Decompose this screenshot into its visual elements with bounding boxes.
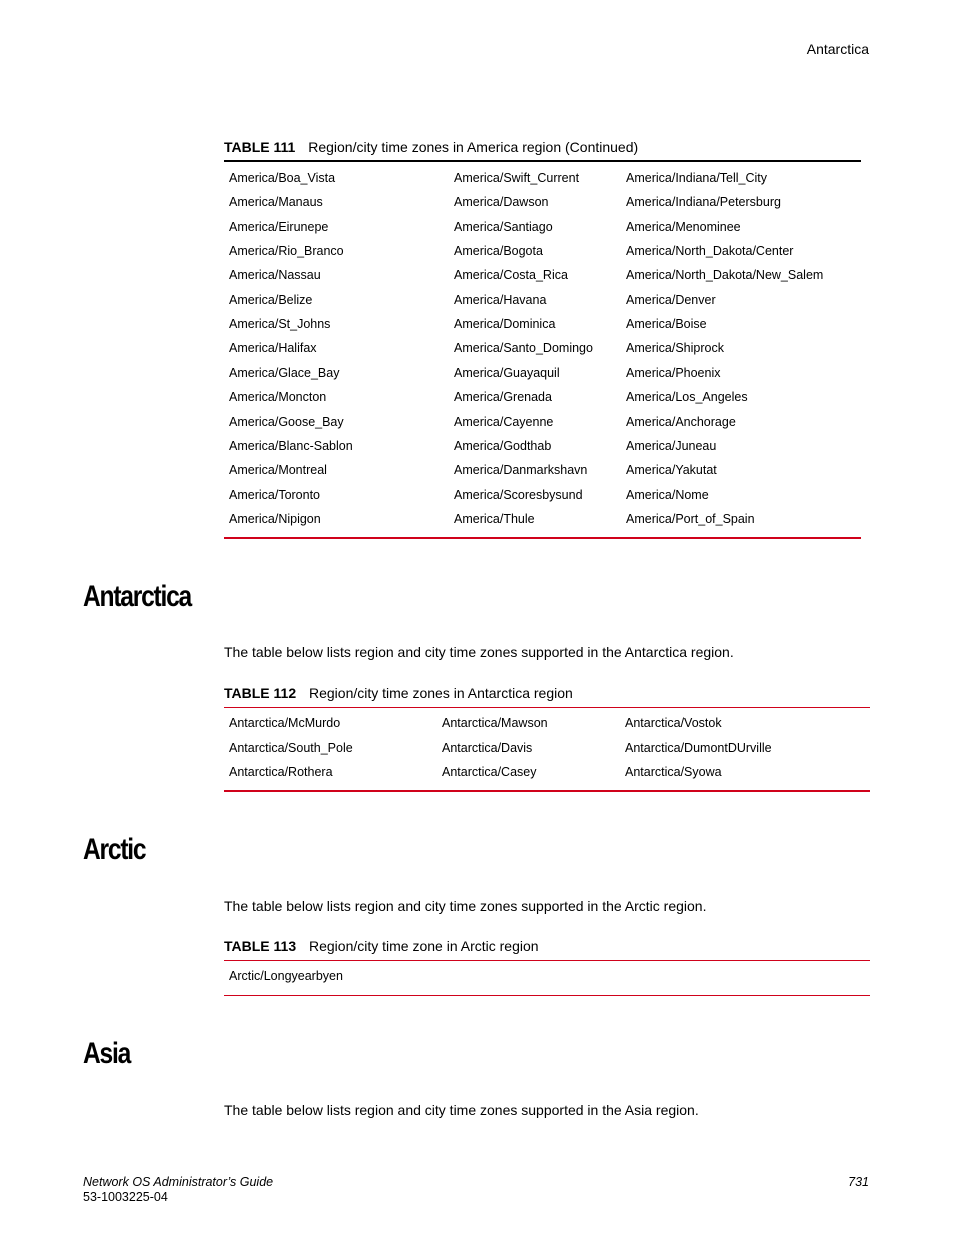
table-cell: America/Godthab bbox=[454, 438, 552, 453]
table-cell: America/Santiago bbox=[454, 219, 553, 234]
table-cell: America/Toronto bbox=[229, 487, 321, 502]
table-cell: America/Anchorage bbox=[626, 414, 736, 429]
table-cell: America/Indiana/Petersburg bbox=[626, 195, 781, 210]
footer-doc-id: 53-1003225-04 bbox=[83, 1190, 168, 1204]
table-cell: America/Boa_Vista bbox=[229, 171, 336, 185]
table-cell: America/Menominee bbox=[626, 219, 741, 234]
table-top-rule bbox=[224, 707, 870, 708]
table-cell: America/St_Johns bbox=[229, 317, 331, 332]
table-top-rule bbox=[224, 960, 870, 961]
table-cell: America/Dawson bbox=[454, 195, 549, 210]
table-cell: America/Dominica bbox=[454, 317, 556, 332]
table-cell: America/Nome bbox=[626, 487, 709, 502]
table-cell: Antarctica/Syowa bbox=[625, 765, 722, 779]
table-title: Region/city time zone in Arctic region bbox=[309, 938, 539, 954]
footer-doc-title: Network OS Administrator’s Guide bbox=[83, 1175, 274, 1189]
table-cell: America/Glace_Bay bbox=[229, 365, 340, 380]
table-cell: America/Rio_Branco bbox=[229, 244, 344, 259]
table-number: TABLE 112 bbox=[224, 685, 297, 701]
table-cell: America/Nipigon bbox=[229, 511, 321, 526]
antarctica-intro: The table below lists region and city time zones supported in the Antarctica region. bbox=[224, 644, 734, 660]
section-heading-asia: Asia bbox=[83, 1037, 131, 1070]
table-cell: America/Los_Angeles bbox=[626, 390, 748, 405]
table-cell: America/Nassau bbox=[229, 268, 321, 283]
table-number: TABLE 113 bbox=[224, 938, 297, 954]
table-cell: America/North_Dakota/Center bbox=[626, 244, 794, 259]
table-112-caption bbox=[224, 685, 573, 701]
table-cell: America/Costa_Rica bbox=[454, 268, 568, 283]
section-heading-arctic: Arctic bbox=[83, 833, 146, 866]
table-113-caption bbox=[224, 938, 539, 954]
table-cell: America/Swift_Current bbox=[454, 171, 580, 185]
table-cell: America/Port_of_Spain bbox=[626, 511, 755, 526]
table-cell: America/Manaus bbox=[229, 195, 323, 210]
table-cell: America/Shiprock bbox=[626, 341, 724, 356]
table-bottom-rule bbox=[224, 995, 870, 996]
table-cell: America/Eirunepe bbox=[229, 219, 329, 234]
table-cell: Antarctica/DumontDUrville bbox=[625, 740, 772, 755]
table-cell: America/Yakutat bbox=[626, 463, 717, 478]
arctic-intro: The table below lists region and city time zones supported in the Arctic region. bbox=[224, 898, 707, 914]
table-cell: America/Goose_Bay bbox=[229, 414, 344, 429]
asia-intro: The table below lists region and city time zones supported in the Asia region. bbox=[224, 1102, 699, 1118]
table-cell: America/Thule bbox=[454, 511, 535, 526]
section-heading-antarctica: Antarctica bbox=[83, 580, 192, 613]
table-cell: America/Bogota bbox=[454, 244, 543, 259]
table-cell: America/Scoresbysund bbox=[454, 487, 583, 502]
table-bottom-rule bbox=[224, 790, 870, 792]
table-cell: America/Havana bbox=[454, 292, 547, 307]
table-cell: Antarctica/Mawson bbox=[442, 716, 548, 730]
table-cell: America/North_Dakota/New_Salem bbox=[626, 268, 824, 283]
table-cell: America/Phoenix bbox=[626, 365, 721, 380]
table-cell: Antarctica/Davis bbox=[442, 740, 533, 755]
table-cell: Antarctica/McMurdo bbox=[229, 716, 341, 730]
table-cell: America/Montreal bbox=[229, 463, 327, 478]
table-title: Region/city time zones in America region (Continued) bbox=[308, 139, 639, 155]
page-number: 731 bbox=[848, 1175, 869, 1189]
table-cell: America/Grenada bbox=[454, 390, 552, 405]
table-top-rule bbox=[224, 160, 861, 162]
table-cell: America/Indiana/Tell_City bbox=[626, 171, 768, 185]
table-cell: Antarctica/Rothera bbox=[229, 765, 333, 779]
table-cell: Antarctica/Vostok bbox=[625, 716, 722, 730]
table-111-caption bbox=[224, 139, 638, 155]
table-cell: America/Juneau bbox=[626, 438, 717, 453]
table-cell: America/Blanc-Sablon bbox=[229, 438, 353, 453]
table-cell: America/Santo_Domingo bbox=[454, 341, 593, 356]
table-cell: Arctic/Longyearbyen bbox=[229, 969, 343, 983]
table-number: TABLE 111 bbox=[224, 139, 296, 155]
table-cell: America/Halifax bbox=[229, 341, 317, 356]
table-cell: America/Guayaquil bbox=[454, 365, 560, 380]
running-header: Antarctica bbox=[806, 41, 869, 57]
table-cell: Antarctica/South_Pole bbox=[229, 740, 353, 755]
table-cell: America/Cayenne bbox=[454, 414, 554, 429]
table-cell: America/Belize bbox=[229, 292, 313, 307]
table-cell: America/Boise bbox=[626, 317, 707, 332]
table-cell: America/Moncton bbox=[229, 390, 327, 405]
table-cell: America/Danmarkshavn bbox=[454, 463, 588, 478]
table-cell: America/Denver bbox=[626, 292, 716, 307]
table-title: Region/city time zones in Antarctica region bbox=[309, 685, 573, 701]
table-cell: Antarctica/Casey bbox=[442, 765, 537, 779]
table-bottom-rule bbox=[224, 537, 861, 539]
